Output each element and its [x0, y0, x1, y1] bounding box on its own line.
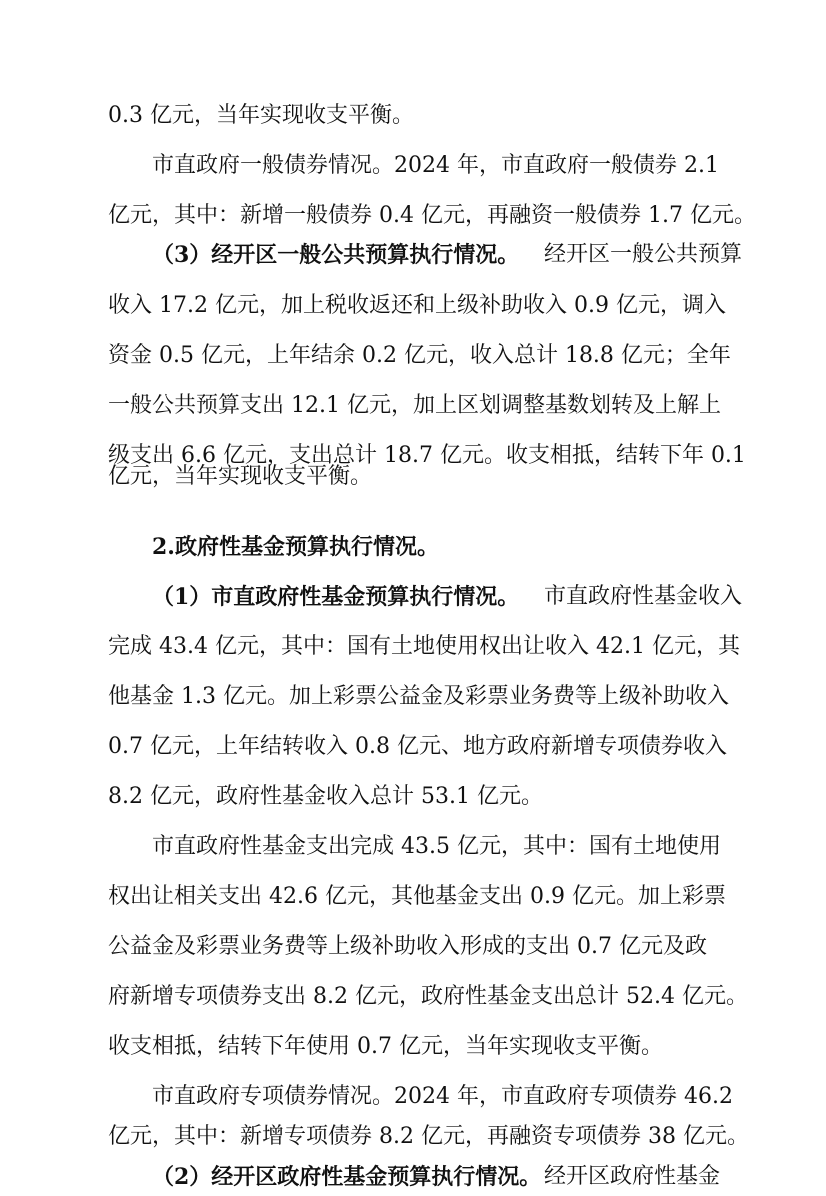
paragraph-text: 市直政府专项债券情况。2024 年，市直政府专项债券 46.2 [152, 1084, 733, 1109]
section-2-heading-line [0, 528, 826, 566]
paragraph-8-line-1 [0, 1158, 826, 1196]
section-heading: （3）经开区一般公共预算执行情况。 [152, 242, 520, 268]
paragraph-text: 0.7 亿元，上年结转收入 0.8 亿元、地方政府新增专项债券收入 [108, 734, 727, 759]
paragraph-1-line-1 [0, 97, 826, 135]
paragraph-5-line-4 [0, 728, 826, 766]
paragraph-5-line-1 [0, 578, 826, 616]
paragraph-text: 经开区政府性基金 [544, 1164, 721, 1189]
paragraph-3-line-6 [0, 458, 826, 496]
paragraph-7-line-2 [0, 1118, 826, 1156]
paragraph-3-line-4 [0, 387, 826, 425]
paragraph-text: 亿元，当年实现收支平衡。 [108, 464, 373, 489]
paragraph-3-line-1 [0, 236, 826, 274]
section-heading: 2.政府性基金预算执行情况。 [152, 534, 439, 560]
paragraph-6-line-4 [0, 978, 826, 1016]
paragraph-text: 市直政府性基金收入 [544, 584, 743, 609]
paragraph-text: 他基金 1.3 亿元。加上彩票公益金及彩票业务费等上级补助收入 [108, 684, 729, 709]
paragraph-text: 公益金及彩票业务费等上级补助收入形成的支出 0.7 亿元及政 [108, 934, 707, 959]
section-heading: （1）市直政府性基金预算执行情况。 [152, 584, 520, 610]
paragraph-text: 收支相抵，结转下年使用 0.7 亿元，当年实现收支平衡。 [108, 1034, 663, 1059]
paragraph-text: 8.2 亿元，政府性基金收入总计 53.1 亿元。 [108, 784, 543, 809]
paragraph-text: 资金 0.5 亿元，上年结余 0.2 亿元，收入总计 18.8 亿元；全年 [108, 343, 731, 368]
paragraph-text: 府新增专项债券支出 8.2 亿元，政府性基金支出总计 52.4 亿元。 [108, 984, 748, 1009]
paragraph-6-line-3 [0, 928, 826, 966]
paragraph-text: 市直政府一般债券情况。2024 年，市直政府一般债券 2.1 [152, 153, 719, 178]
paragraph-text: 权出让相关支出 42.6 亿元，其他基金支出 0.9 亿元。加上彩票 [108, 884, 726, 909]
paragraph-3-line-3 [0, 337, 826, 375]
paragraph-6-line-2 [0, 878, 826, 916]
paragraph-text: 收入 17.2 亿元，加上税收返还和上级补助收入 0.9 亿元，调入 [108, 293, 726, 318]
paragraph-5-line-3 [0, 678, 826, 716]
paragraph-text: 0.3 亿元，当年实现收支平衡。 [108, 103, 414, 128]
paragraph-text: 完成 43.4 亿元，其中：国有土地使用权出让收入 42.1 亿元，其 [108, 634, 740, 659]
paragraph-5-line-5 [0, 778, 826, 816]
section-heading: （2）经开区政府性基金预算执行情况。 [152, 1164, 542, 1190]
paragraph-2-line-2 [0, 197, 826, 235]
paragraph-text: 亿元，其中：新增专项债券 8.2 亿元，再融资专项债券 38 亿元。 [108, 1124, 749, 1149]
paragraph-text: 级支出 6.6 亿元，支出总计 18.7 亿元。收支相抵，结转下年 0.1 [108, 443, 746, 468]
paragraph-7-line-1 [0, 1078, 826, 1116]
paragraph-5-line-2 [0, 628, 826, 666]
paragraph-text: 一般公共预算支出 12.1 亿元，加上区划调整基数划转及上解上 [108, 393, 721, 418]
paragraph-6-line-1 [0, 828, 826, 866]
paragraph-2-line-1 [0, 147, 826, 185]
paragraph-6-line-5 [0, 1028, 826, 1066]
paragraph-3-line-2 [0, 287, 826, 325]
paragraph-text: 亿元，其中：新增一般债券 0.4 亿元，再融资一般债券 1.7 亿元。 [108, 203, 756, 228]
paragraph-text: 经开区一般公共预算 [544, 242, 743, 267]
paragraph-text: 市直政府性基金支出完成 43.5 亿元，其中：国有土地使用 [152, 834, 721, 859]
